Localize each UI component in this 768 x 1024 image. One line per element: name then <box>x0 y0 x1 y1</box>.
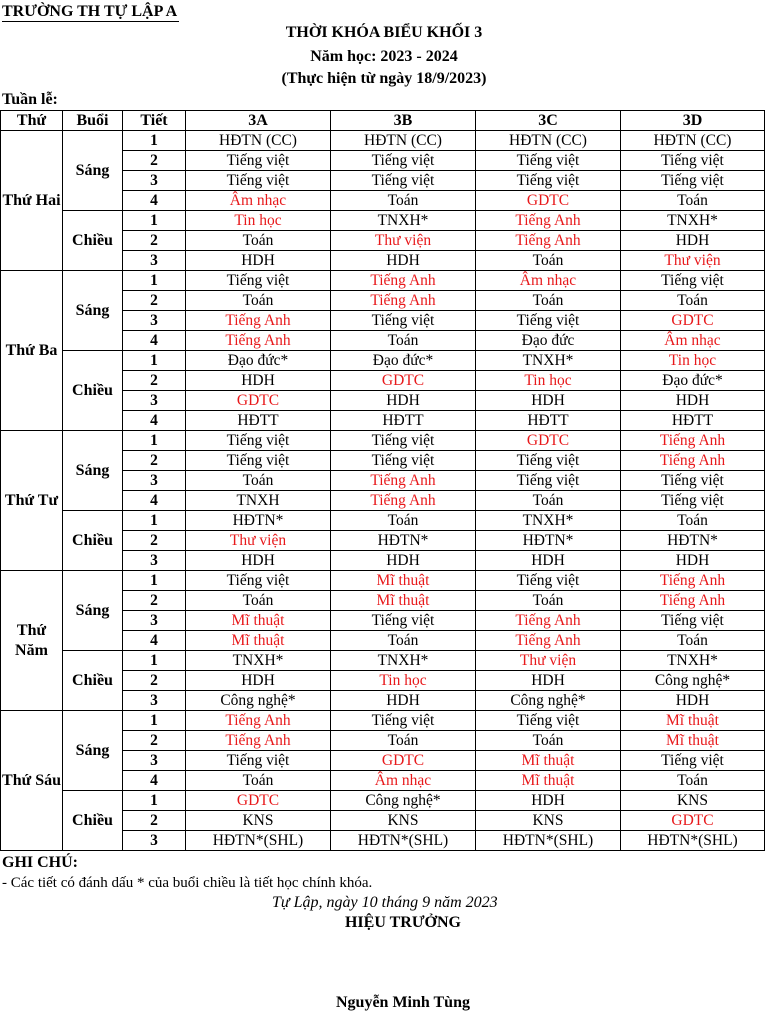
subject-cell-3b: Mĩ thuật <box>331 571 476 591</box>
subject-cell-3a: Tiếng việt <box>186 451 331 471</box>
subject-cell-3c: Tiếng việt <box>476 711 621 731</box>
subject-cell-3b: Tiếng việt <box>331 451 476 471</box>
subject-cell-3d: Toán <box>621 631 765 651</box>
subject-cell-3d: Tiếng việt <box>621 271 765 291</box>
subject-cell-3b: Tiếng việt <box>331 711 476 731</box>
subject-cell-3b: GDTC <box>331 371 476 391</box>
subject-cell-3a: Toán <box>186 231 331 251</box>
subject-cell-3c: Toán <box>476 491 621 511</box>
table-row <box>1 711 765 731</box>
subject-cell-3b: Tin học <box>331 671 476 691</box>
table-row <box>1 351 765 371</box>
header-class-3d: 3D <box>621 111 765 131</box>
subject-cell-3b: Âm nhạc <box>331 771 476 791</box>
note-heading: GHI CHÚ: <box>2 854 78 871</box>
table-row <box>1 431 765 451</box>
subject-cell-3d: Tin học <box>621 351 765 371</box>
table-row <box>1 271 765 291</box>
subject-cell-3c: Tiếng Anh <box>476 631 621 651</box>
subject-cell-3d: HĐTT <box>621 411 765 431</box>
subject-cell-3d: TNXH* <box>621 651 765 671</box>
period-cell: 1 <box>123 571 186 591</box>
subject-cell-3b: Đạo đức* <box>331 351 476 371</box>
period-cell: 4 <box>123 631 186 651</box>
subject-cell-3a: HDH <box>186 671 331 691</box>
subject-cell-3b: Tiếng việt <box>331 311 476 331</box>
school-year: Năm học: 2023 - 2024 <box>310 48 458 65</box>
subject-cell-3a: Đạo đức* <box>186 351 331 371</box>
header-period: Tiết <box>123 111 186 131</box>
period-cell: 2 <box>123 531 186 551</box>
subject-cell-3c: TNXH* <box>476 351 621 371</box>
subject-cell-3d: Tiếng việt <box>621 611 765 631</box>
subject-cell-3d: HDH <box>621 691 765 711</box>
subject-cell-3c: Tiếng việt <box>476 151 621 171</box>
subject-cell-3d: HDH <box>621 551 765 571</box>
day-cell: Thứ Hai <box>1 131 63 271</box>
subject-cell-3c: Toán <box>476 591 621 611</box>
place-date: Tự Lập, ngày 10 tháng 9 năm 2023 <box>272 894 498 911</box>
header-session: Buổi <box>63 111 123 131</box>
subject-cell-3c: Tin học <box>476 371 621 391</box>
subject-cell-3b: Thư viện <box>331 231 476 251</box>
session-cell: Chiều <box>63 791 123 851</box>
timetable <box>0 110 765 851</box>
week-label: Tuần lễ: <box>2 91 58 108</box>
subject-cell-3b: Tiếng việt <box>331 171 476 191</box>
subject-cell-3a: HĐTN* <box>186 511 331 531</box>
subject-cell-3c: Mĩ thuật <box>476 751 621 771</box>
subject-cell-3a: Tiếng Anh <box>186 711 331 731</box>
subject-cell-3c: Âm nhạc <box>476 271 621 291</box>
subject-cell-3d: Đạo đức* <box>621 371 765 391</box>
period-cell: 3 <box>123 551 186 571</box>
subject-cell-3c: Mĩ thuật <box>476 771 621 791</box>
subject-cell-3c: Tiếng việt <box>476 451 621 471</box>
subject-cell-3d: HĐTN (CC) <box>621 131 765 151</box>
subject-cell-3a: Mĩ thuật <box>186 631 331 651</box>
table-row <box>1 791 765 811</box>
subject-cell-3b: HDH <box>331 691 476 711</box>
day-cell: Thứ Ba <box>1 271 63 431</box>
subject-cell-3d: GDTC <box>621 811 765 831</box>
period-cell: 3 <box>123 471 186 491</box>
day-cell: Thứ Sáu <box>1 711 63 851</box>
header-day: Thứ <box>1 111 63 131</box>
subject-cell-3d: Toán <box>621 191 765 211</box>
period-cell: 1 <box>123 351 186 371</box>
note-text: - Các tiết có đánh dấu * của buổi chiều là tiết học chính khóa. <box>2 875 373 891</box>
period-cell: 1 <box>123 431 186 451</box>
subject-cell-3c: Tiếng Anh <box>476 611 621 631</box>
subject-cell-3c: Tiếng việt <box>476 471 621 491</box>
subject-cell-3d: Mĩ thuật <box>621 711 765 731</box>
timetable-header-row <box>1 111 765 131</box>
period-cell: 3 <box>123 751 186 771</box>
subject-cell-3c: KNS <box>476 811 621 831</box>
subject-cell-3c: HDH <box>476 791 621 811</box>
period-cell: 2 <box>123 811 186 831</box>
period-cell: 4 <box>123 331 186 351</box>
subject-cell-3a: Mĩ thuật <box>186 611 331 631</box>
subject-cell-3a: HDH <box>186 371 331 391</box>
subject-cell-3c: GDTC <box>476 191 621 211</box>
subject-cell-3a: HDH <box>186 251 331 271</box>
subject-cell-3a: Tiếng Anh <box>186 331 331 351</box>
subject-cell-3c: GDTC <box>476 431 621 451</box>
subject-cell-3b: Toán <box>331 511 476 531</box>
day-cell: Thứ Năm <box>1 571 63 711</box>
period-cell: 2 <box>123 151 186 171</box>
table-row <box>1 211 765 231</box>
subject-cell-3d: HĐTN*(SHL) <box>621 831 765 851</box>
subject-cell-3a: HĐTN (CC) <box>186 131 331 151</box>
period-cell: 4 <box>123 191 186 211</box>
subject-cell-3c: Toán <box>476 291 621 311</box>
subject-cell-3d: Tiếng việt <box>621 151 765 171</box>
subject-cell-3d: Tiếng việt <box>621 171 765 191</box>
period-cell: 4 <box>123 411 186 431</box>
period-cell: 4 <box>123 771 186 791</box>
session-cell: Sáng <box>63 431 123 511</box>
principal-name: Nguyễn Minh Tùng <box>336 994 470 1011</box>
subject-cell-3d: Âm nhạc <box>621 331 765 351</box>
period-cell: 3 <box>123 391 186 411</box>
subject-cell-3c: Tiếng Anh <box>476 211 621 231</box>
subject-cell-3a: TNXH* <box>186 651 331 671</box>
subject-cell-3a: Tiếng việt <box>186 171 331 191</box>
table-row <box>1 651 765 671</box>
day-cell: Thứ Tư <box>1 431 63 571</box>
period-cell: 4 <box>123 491 186 511</box>
subject-cell-3b: HDH <box>331 391 476 411</box>
table-row <box>1 131 765 151</box>
subject-cell-3b: Tiếng Anh <box>331 471 476 491</box>
subject-cell-3b: Toán <box>331 191 476 211</box>
subject-cell-3a: Tiếng việt <box>186 571 331 591</box>
subject-cell-3b: HDH <box>331 251 476 271</box>
period-cell: 1 <box>123 651 186 671</box>
subject-cell-3c: TNXH* <box>476 511 621 531</box>
subject-cell-3b: Toán <box>331 731 476 751</box>
subject-cell-3d: Toán <box>621 771 765 791</box>
subject-cell-3b: Tiếng việt <box>331 611 476 631</box>
period-cell: 3 <box>123 251 186 271</box>
subject-cell-3d: Tiếng việt <box>621 751 765 771</box>
subject-cell-3b: TNXH* <box>331 211 476 231</box>
header-class-3c: 3C <box>476 111 621 131</box>
period-cell: 1 <box>123 131 186 151</box>
period-cell: 2 <box>123 451 186 471</box>
subject-cell-3c: HĐTN (CC) <box>476 131 621 151</box>
subject-cell-3b: Tiếng việt <box>331 151 476 171</box>
subject-cell-3a: Toán <box>186 471 331 491</box>
document-title: THỜI KHÓA BIỂU KHỐI 3 <box>285 24 483 41</box>
subject-cell-3d: HDH <box>621 391 765 411</box>
header-class-3b: 3B <box>331 111 476 131</box>
period-cell: 2 <box>123 371 186 391</box>
period-cell: 1 <box>123 211 186 231</box>
subject-cell-3d: Tiếng Anh <box>621 571 765 591</box>
subject-cell-3b: KNS <box>331 811 476 831</box>
subject-cell-3c: HDH <box>476 671 621 691</box>
subject-cell-3b: Tiếng Anh <box>331 491 476 511</box>
subject-cell-3b: TNXH* <box>331 651 476 671</box>
subject-cell-3d: Tiếng Anh <box>621 591 765 611</box>
period-cell: 2 <box>123 291 186 311</box>
subject-cell-3a: HDH <box>186 551 331 571</box>
subject-cell-3a: Toán <box>186 291 331 311</box>
subject-cell-3c: Toán <box>476 731 621 751</box>
subject-cell-3b: Tiếng Anh <box>331 291 476 311</box>
subject-cell-3c: Công nghệ* <box>476 691 621 711</box>
effective-date: (Thực hiện từ ngày 18/9/2023) <box>281 70 487 87</box>
subject-cell-3c: Tiếng Anh <box>476 231 621 251</box>
subject-cell-3b: Mĩ thuật <box>331 591 476 611</box>
subject-cell-3b: HĐTT <box>331 411 476 431</box>
period-cell: 3 <box>123 311 186 331</box>
school-name: TRƯỜNG TH TỰ LẬP A <box>2 3 178 20</box>
subject-cell-3a: GDTC <box>186 791 331 811</box>
subject-cell-3b: HDH <box>331 551 476 571</box>
subject-cell-3a: Toán <box>186 771 331 791</box>
subject-cell-3c: Tiếng việt <box>476 311 621 331</box>
subject-cell-3b: HĐTN (CC) <box>331 131 476 151</box>
subject-cell-3c: Tiếng việt <box>476 171 621 191</box>
subject-cell-3d: HĐTN* <box>621 531 765 551</box>
subject-cell-3d: KNS <box>621 791 765 811</box>
subject-cell-3d: Tiếng việt <box>621 491 765 511</box>
subject-cell-3a: Âm nhạc <box>186 191 331 211</box>
subject-cell-3a: Tiếng việt <box>186 151 331 171</box>
subject-cell-3a: HĐTN*(SHL) <box>186 831 331 851</box>
period-cell: 1 <box>123 511 186 531</box>
subject-cell-3a: HĐTT <box>186 411 331 431</box>
period-cell: 2 <box>123 671 186 691</box>
subject-cell-3a: Tin học <box>186 211 331 231</box>
session-cell: Sáng <box>63 711 123 791</box>
subject-cell-3b: GDTC <box>331 751 476 771</box>
subject-cell-3a: TNXH <box>186 491 331 511</box>
subject-cell-3c: Toán <box>476 251 621 271</box>
session-cell: Chiều <box>63 211 123 271</box>
subject-cell-3b: Tiếng Anh <box>331 271 476 291</box>
subject-cell-3d: Thư viện <box>621 251 765 271</box>
table-row <box>1 511 765 531</box>
session-cell: Sáng <box>63 131 123 211</box>
session-cell: Chiều <box>63 511 123 571</box>
period-cell: 1 <box>123 711 186 731</box>
subject-cell-3d: Công nghệ* <box>621 671 765 691</box>
subject-cell-3a: Tiếng việt <box>186 271 331 291</box>
period-cell: 1 <box>123 791 186 811</box>
session-cell: Chiều <box>63 651 123 711</box>
period-cell: 3 <box>123 171 186 191</box>
subject-cell-3b: Công nghệ* <box>331 791 476 811</box>
subject-cell-3a: Toán <box>186 591 331 611</box>
subject-cell-3d: Toán <box>621 511 765 531</box>
subject-cell-3a: Tiếng việt <box>186 751 331 771</box>
subject-cell-3b: HĐTN* <box>331 531 476 551</box>
subject-cell-3b: HĐTN*(SHL) <box>331 831 476 851</box>
subject-cell-3d: TNXH* <box>621 211 765 231</box>
subject-cell-3c: HDH <box>476 551 621 571</box>
period-cell: 2 <box>123 591 186 611</box>
subject-cell-3a: Thư viện <box>186 531 331 551</box>
header-class-3a: 3A <box>186 111 331 131</box>
session-cell: Chiều <box>63 351 123 431</box>
subject-cell-3a: Tiếng Anh <box>186 731 331 751</box>
subject-cell-3b: Toán <box>331 331 476 351</box>
period-cell: 3 <box>123 611 186 631</box>
subject-cell-3d: Toán <box>621 291 765 311</box>
subject-cell-3c: Đạo đức <box>476 331 621 351</box>
subject-cell-3c: Thư viện <box>476 651 621 671</box>
subject-cell-3c: HĐTT <box>476 411 621 431</box>
subject-cell-3d: Tiếng Anh <box>621 431 765 451</box>
session-cell: Sáng <box>63 271 123 351</box>
subject-cell-3c: Tiếng việt <box>476 571 621 591</box>
period-cell: 3 <box>123 691 186 711</box>
subject-cell-3d: HDH <box>621 231 765 251</box>
subject-cell-3d: GDTC <box>621 311 765 331</box>
subject-cell-3c: HĐTN* <box>476 531 621 551</box>
subject-cell-3d: Tiếng việt <box>621 471 765 491</box>
period-cell: 3 <box>123 831 186 851</box>
session-cell: Sáng <box>63 571 123 651</box>
period-cell: 2 <box>123 731 186 751</box>
subject-cell-3b: Toán <box>331 631 476 651</box>
subject-cell-3a: Công nghệ* <box>186 691 331 711</box>
table-row <box>1 571 765 591</box>
period-cell: 2 <box>123 231 186 251</box>
subject-cell-3a: GDTC <box>186 391 331 411</box>
subject-cell-3a: Tiếng Anh <box>186 311 331 331</box>
subject-cell-3c: HĐTN*(SHL) <box>476 831 621 851</box>
subject-cell-3d: Tiếng Anh <box>621 451 765 471</box>
principal-title: HIỆU TRƯỞNG <box>344 914 461 931</box>
period-cell: 1 <box>123 271 186 291</box>
subject-cell-3d: Mĩ thuật <box>621 731 765 751</box>
subject-cell-3b: Tiếng việt <box>331 431 476 451</box>
subject-cell-3a: Tiếng việt <box>186 431 331 451</box>
subject-cell-3c: HDH <box>476 391 621 411</box>
subject-cell-3a: KNS <box>186 811 331 831</box>
